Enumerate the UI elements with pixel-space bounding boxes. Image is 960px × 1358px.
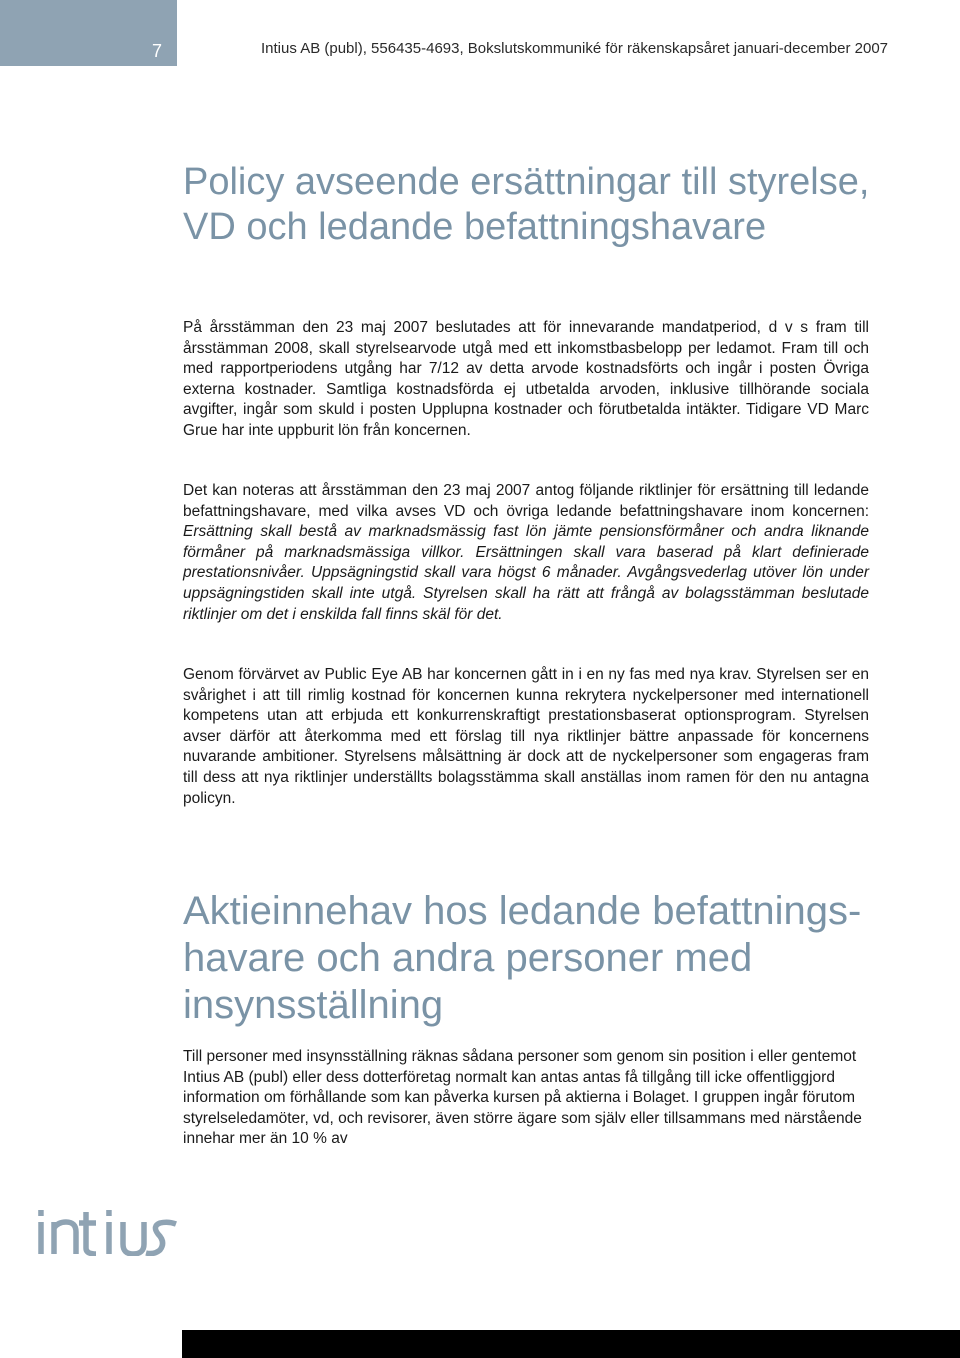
page-number: 7	[152, 41, 163, 61]
page-number-box	[0, 0, 177, 66]
running-header: Intius AB (publ), 556435-4693, Bokslutskommuniké för räkenskapsåret januari-december 2007	[261, 40, 889, 57]
paragraph-guidelines	[183, 481, 869, 625]
guidelines-quote: Ersättning skall bestå av marknadsmässig fast lön jämte pensionsförmåner och andra liknande förmåner på marknadsmässiga villkor. Ersättningen skall vara baserad på klart definierade prestationsnivåer. Uppsägningstid skall vara högst 6 månader. Avgångsvederlag utöver lön under uppsägningstiden skall inte utgå. Styrelsen skall ha rätt att frångå av bolagsstämman beslutade riktlinjer om det i enskilda fall finns skäl för det.	[183, 523, 869, 623]
guidelines-intro: Det kan noteras att årsstämman den 23 maj 2007 antog följande riktlinjer för ersättning till ledande befattningshavare, med vilka avses VD och övriga ledande befattningshavare inom koncernen:	[183, 482, 869, 520]
paragraph-insiders: Till personer med insynsställning räknas sådana personer som genom sin position i eller gentemot Intius AB (publ) eller dess dotterföretag normalt kan antas antas få tillgång till icke offentliggjord information om förhållande som kan påverka kursen på aktierna i Bolaget. I gruppen ingår förutom styrelseledamöter, vd, och revisorer, även större ägare som själv eller tillsammans med närstående innehar mer än 10 % av	[183, 1048, 862, 1148]
paragraph-board-fees: På årsstämman den 23 maj 2007 beslutades att för innevarande mandatperiod, d v s fram till årsstämman 2008, skall styrelsearvode utgå med ett inkomstbasbelopp per ledamot. Fram till och med rapportperiodens utgång har 7/12 av detta arvode kostnadsförts och ingår i posten Övriga externa kostnader. Samtliga kostnadsförda ej utbetalda arvoden, inklusive tillhörande sociala avgifter, ingår som skuld i posten Upplupna kostnader och förutbetalda intäkter. Tidigare VD Marc Grue har inte uppburit lön från koncernen.	[183, 319, 869, 439]
intius-logo	[36, 1208, 188, 1256]
section-heading-shareholdings: Aktieinnehav hos ledande befattnings-havare och andra personer med insynsställning	[183, 889, 862, 1027]
section-heading-policy: Policy avseende ersättningar till styrelse, VD och ledande befattningshavare	[183, 161, 870, 248]
footer-bar	[182, 1330, 960, 1358]
paragraph-public-eye: Genom förvärvet av Public Eye AB har koncernen gått in i en ny fas med nya krav. Styrelsen ser en svårighet i att till rimlig kostnad för koncernen kunna rekrytera nyckelpersoner med internationell kompetens utan att erbjuda ett konkurrenskraftigt prestationsbaserat optionsprogram. Styrelsen avser därför att återkomma med ett förslag till nya riktlinjer bättre anpassade för koncernens nuvarande ambitioner. Styrelsens målsättning är dock att de nyckelpersoner som engageras fram till dess att nya riktlinjer underställts bolagsstämma skall anställas inom ramen för den nu antagna policyn.	[183, 666, 869, 807]
